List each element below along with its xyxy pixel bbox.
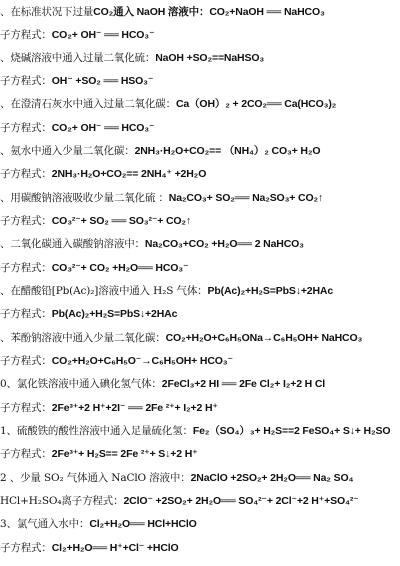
equation-line	[0, 330, 400, 347]
line-label: 子方程式：	[0, 168, 52, 180]
equation-line	[0, 96, 400, 113]
line-label: 、氨水中通入少量二氧化碳：	[0, 145, 135, 157]
line-label: 3、氯气通入水中：	[0, 518, 90, 530]
line-equation: CO₃²⁻+ CO₂ +H₂O══ HCO₃⁻	[51, 262, 189, 274]
line-equation: NaOH +SO₂==NaHSO₃	[155, 52, 265, 64]
equation-line	[0, 236, 400, 253]
line-label: 子方程式：	[0, 448, 52, 460]
line-label: 、烧碱溶液中通入过量二氧化硫：	[0, 52, 156, 64]
equation-line	[0, 470, 400, 487]
line-equation: 2NH₃·H₂O+CO₂== 2NH₄⁺ +2H₂O	[51, 168, 207, 180]
equation-line	[0, 260, 400, 277]
equation-line	[0, 190, 400, 207]
line-equation: Ca（OH）₂ + 2CO₂══ Ca(HCO₃)₂	[175, 98, 337, 110]
equation-line	[0, 376, 400, 393]
line-equation: Na₂CO₃+CO₂ +H₂O══ 2 NaHCO₃	[144, 238, 304, 250]
line-label: 、二氧化碳通入碳酸钠溶液中：	[0, 238, 145, 250]
line-label: 子方程式：	[0, 75, 52, 87]
line-label: 子方程式：	[0, 29, 52, 41]
equation-line	[0, 353, 400, 370]
equation-line	[0, 446, 400, 463]
line-equation: CO₂+ OH⁻ ══ HCO₃⁻	[51, 29, 155, 41]
line-equation: Pb(Ac)₂+H₂S=PbS↓+2HAc	[207, 285, 334, 297]
line-equation: Pb(Ac)₂+H₂S=PbS↓+2HAc	[51, 308, 178, 320]
line-equation: Cl₂+H₂O══ H⁺+Cl⁻ +HClO	[51, 542, 179, 554]
line-equation: 2FeCl₃+2 HI ══ 2Fe Cl₂+ I₂+2 H Cl	[161, 378, 326, 390]
equation-line	[0, 166, 400, 183]
equation-line	[0, 400, 400, 417]
equation-line	[0, 423, 400, 440]
line-equation: 2NaClO +2SO₂+ 2H₂O══ Na₂ SO₄	[190, 472, 354, 484]
line-label: 子方程式：	[0, 215, 52, 227]
line-equation: CO₂+H₂O+C₆H₅O⁻→C₆H₅OH+ HCO₃⁻	[51, 355, 233, 367]
equation-line	[0, 4, 400, 21]
equation-line	[0, 540, 400, 557]
equation-line	[0, 27, 400, 44]
line-label: 2 、少量 SO₂ 气体通入 NaClO 溶液中：	[0, 472, 191, 484]
line-equation: 2ClO⁻ +2SO₂+ 2H₂O══ SO₄²⁻+ 2Cl⁻+2 H⁺+SO₄²⁻	[123, 495, 359, 507]
line-label: 1、硫酸铁的酸性溶液中通入足量硫化氢：	[0, 425, 193, 437]
line-equation: 2Fe³⁺+ H₂S== 2Fe ²⁺+ S↓+2 H⁺	[51, 448, 198, 460]
line-label: 子方程式：	[0, 262, 52, 274]
line-equation: OH⁻ +SO₂ ══ HSO₃⁻	[51, 75, 154, 87]
line-equation: CO₂通入 NaOH 溶液中：CO₂+NaOH ══ NaHCO₃	[93, 6, 325, 18]
line-label: 0、氯化铁溶液中通入碘化氢气体：	[0, 378, 162, 390]
line-label: 、在醋酸铅[Pb(Ac)₂]溶液中通入 H₂S 气体：	[0, 285, 208, 297]
equation-line	[0, 213, 400, 230]
line-label: 子方程式：	[0, 402, 52, 414]
line-equation: 2NH₃·H₂O+CO₂== （NH₄）₂ CO₃+ H₂O	[134, 145, 321, 157]
equation-line	[0, 516, 400, 533]
line-equation: CO₂+H₂O+C₆H₅ONa→C₆H₅OH+ NaHCO₃	[165, 332, 363, 344]
equation-line	[0, 306, 400, 323]
line-label: 、在标准状况下过量	[0, 6, 94, 18]
line-equation: Fe₂（SO₄）₃+ H₂S==2 FeSO₄+ S↓+ H₂SO	[192, 425, 391, 437]
equation-line	[0, 50, 400, 67]
line-equation: Na₂CO₃+ SO₂══ Na₂SO₃+ CO₂↑	[168, 192, 324, 204]
equation-line	[0, 143, 400, 160]
line-equation: CO₃²⁻+ SO₂ ══ SO₃²⁻+ CO₂↑	[51, 215, 192, 227]
equation-line	[0, 493, 400, 510]
line-label: 子方程式：	[0, 122, 52, 134]
equation-line	[0, 73, 400, 90]
line-label: HCl+H₂SO₄离子方程式：	[0, 495, 124, 507]
line-label: 、用碳酸钠溶液吸收少量二氧化硫 ：	[0, 192, 169, 204]
line-label: 、苯酚钠溶液中通入少量二氧化碳：	[0, 332, 166, 344]
line-label: 、在澄清石灰水中通入过量二氧化碳：	[0, 98, 176, 110]
line-label: 子方程式：	[0, 308, 52, 320]
line-label: 子方程式：	[0, 355, 52, 367]
equation-line	[0, 283, 400, 300]
line-label: 子方程式：	[0, 542, 52, 554]
line-equation: 2Fe³⁺+2 H⁺+2I⁻ ══ 2Fe ²⁺+ I₂+2 H⁺	[51, 402, 218, 414]
line-equation: Cl₂+H₂O══ HCl+HClO	[89, 518, 197, 530]
equation-line	[0, 120, 400, 137]
line-equation: CO₂+ OH⁻ ══ HCO₃⁻	[51, 122, 155, 134]
